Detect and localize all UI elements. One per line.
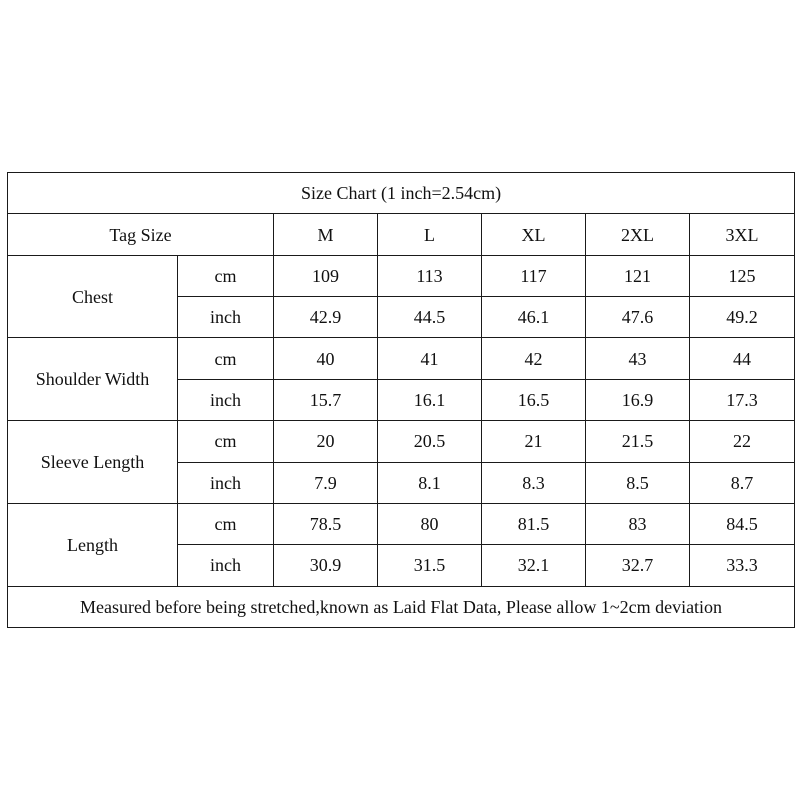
table-cell: 83 [586,503,690,544]
size-chart-table [7,172,795,628]
size-header-3xl: 3XL [690,214,795,255]
measurement-label-shoulder-width: Shoulder Width [8,338,178,421]
table-cell: 16.9 [586,379,690,420]
table-cell: 40 [274,338,378,379]
table-cell: 7.9 [274,462,378,503]
table-cell: 33.3 [690,545,795,586]
size-header-xl: XL [482,214,586,255]
tag-size-label: Tag Size [8,214,274,255]
size-header-row [8,214,795,255]
unit-label: cm [178,338,274,379]
table-cell: 16.5 [482,379,586,420]
table-cell: 32.1 [482,545,586,586]
size-header-m: M [274,214,378,255]
table-cell: 32.7 [586,545,690,586]
table-cell: 41 [378,338,482,379]
chest-cm-row [8,255,795,296]
length-cm-row [8,503,795,544]
sleeve-length-cm-row [8,421,795,462]
table-cell: 8.1 [378,462,482,503]
measurement-label-sleeve-length: Sleeve Length [8,421,178,504]
table-cell: 47.6 [586,297,690,338]
table-cell: 109 [274,255,378,296]
table-cell: 44.5 [378,297,482,338]
table-cell: 42 [482,338,586,379]
table-cell: 78.5 [274,503,378,544]
unit-label: inch [178,297,274,338]
table-cell: 46.1 [482,297,586,338]
table-cell: 8.3 [482,462,586,503]
title-row [8,173,795,214]
size-header-2xl: 2XL [586,214,690,255]
size-header-l: L [378,214,482,255]
table-cell: 80 [378,503,482,544]
table-cell: 20.5 [378,421,482,462]
table-cell: 121 [586,255,690,296]
table-cell: 15.7 [274,379,378,420]
table-cell: 44 [690,338,795,379]
table-cell: 81.5 [482,503,586,544]
table-cell: 8.5 [586,462,690,503]
table-cell: 8.7 [690,462,795,503]
table-cell: 16.1 [378,379,482,420]
table-cell: 113 [378,255,482,296]
chart-title: Size Chart (1 inch=2.54cm) [8,173,795,214]
table-cell: 49.2 [690,297,795,338]
table-cell: 42.9 [274,297,378,338]
measurement-label-length: Length [8,503,178,586]
unit-label: cm [178,503,274,544]
table-cell: 20 [274,421,378,462]
table-cell: 84.5 [690,503,795,544]
table-cell: 21.5 [586,421,690,462]
deviation-note: Measured before being stretched,known as Laid Flat Data, Please allow 1~2cm deviation [8,586,795,627]
footer-row [8,586,795,627]
table-cell: 21 [482,421,586,462]
unit-label: cm [178,255,274,296]
table-cell: 17.3 [690,379,795,420]
table-cell: 31.5 [378,545,482,586]
unit-label: inch [178,379,274,420]
table-cell: 22 [690,421,795,462]
unit-label: inch [178,545,274,586]
unit-label: inch [178,462,274,503]
measurement-label-chest: Chest [8,255,178,338]
unit-label: cm [178,421,274,462]
table-cell: 43 [586,338,690,379]
table-cell: 30.9 [274,545,378,586]
shoulder-width-cm-row [8,338,795,379]
table-cell: 117 [482,255,586,296]
table-cell: 125 [690,255,795,296]
